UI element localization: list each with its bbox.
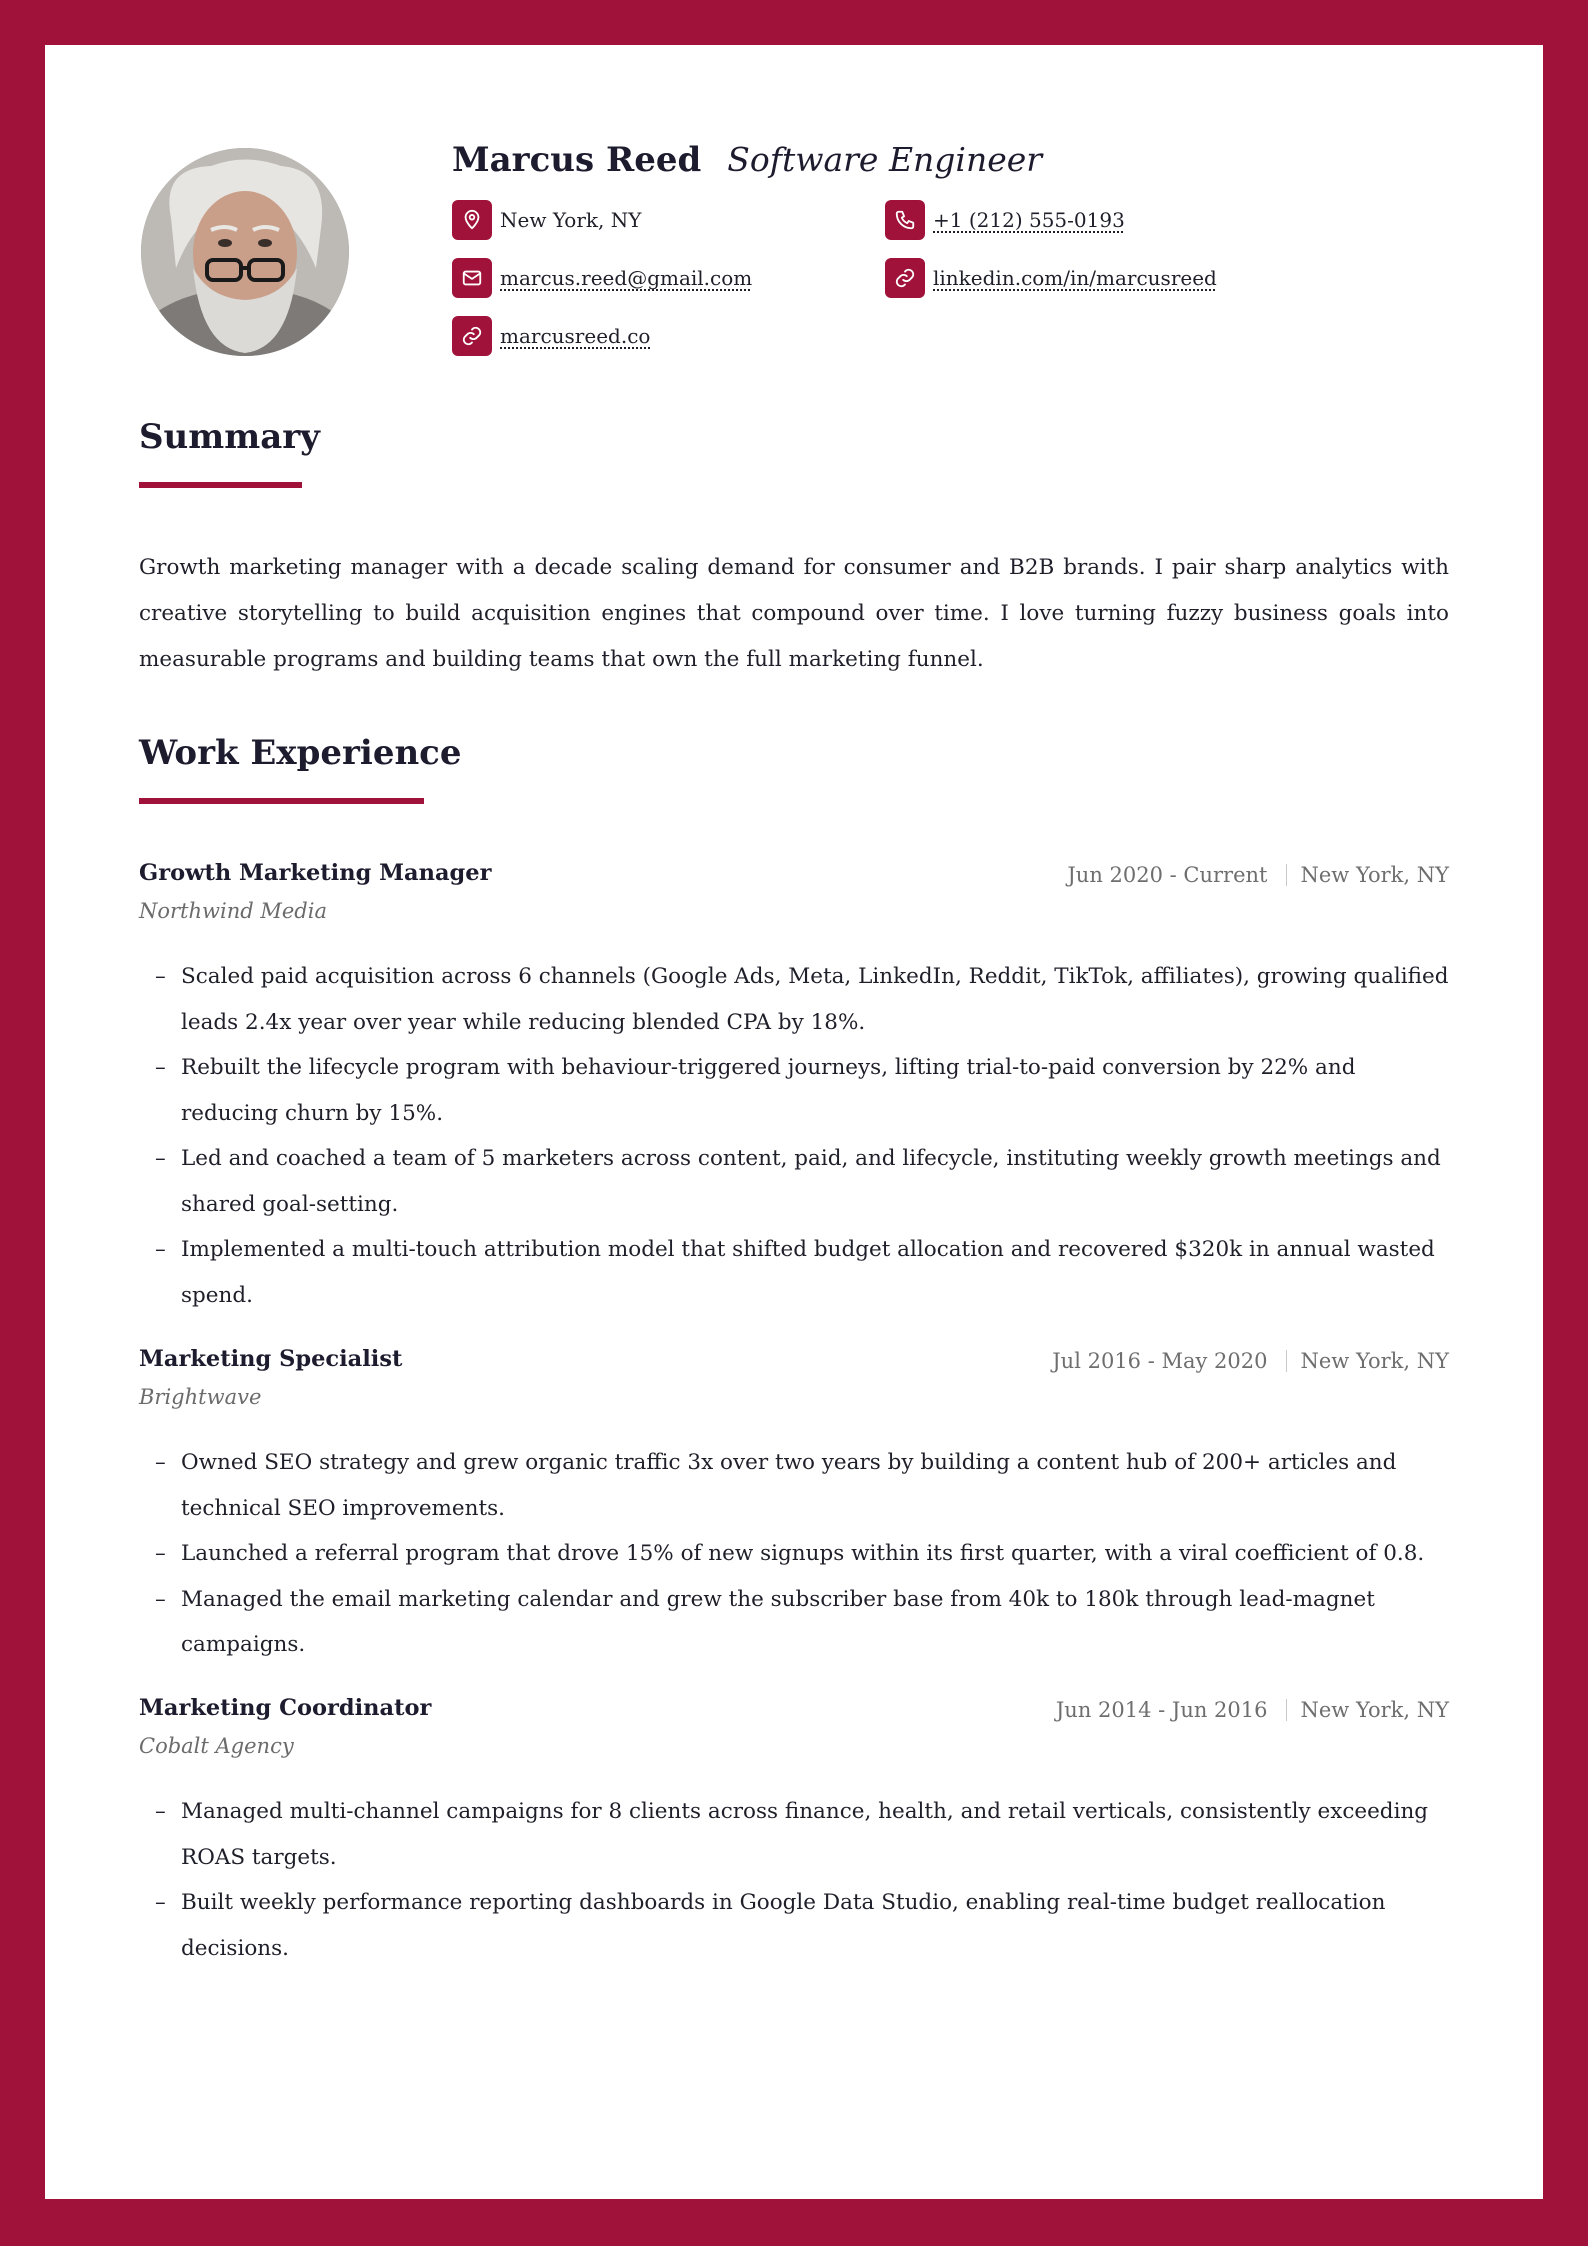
- contact-list: [452, 200, 1452, 380]
- job-bullets: [155, 954, 1455, 1318]
- summary-heading: Summary: [139, 417, 320, 457]
- job-company: Northwind Media: [139, 899, 327, 923]
- list-item: – Managed the email marketing calendar and grew the subscriber base from 40k to 180k through lead-magnet campaigns.: [155, 1577, 1455, 1668]
- map-pin-icon: [452, 200, 492, 240]
- job-company: Brightwave: [139, 1385, 262, 1409]
- phone-link[interactable]: +1 (212) 555-0193: [933, 208, 1125, 232]
- job-location: New York, NY: [1300, 863, 1449, 887]
- resume-page: [45, 45, 1543, 2199]
- job-meta: [1067, 863, 1449, 887]
- link-icon: [885, 258, 925, 298]
- job-dates: Jun 2014 - Jun 2016: [1055, 1698, 1268, 1722]
- candidate-name: Marcus Reed: [452, 140, 702, 180]
- meta-divider: [1286, 1699, 1287, 1721]
- list-item: – Rebuilt the lifecycle program with behaviour-triggered journeys, lifting trial-to-paid conversion by 22% and reducing churn by 15%.: [155, 1045, 1455, 1136]
- header: [452, 140, 1452, 380]
- job-location: New York, NY: [1300, 1349, 1449, 1373]
- list-item: – Launched a referral program that drove 15% of new signups within its first quarter, with a viral coefficient of 0.8.: [155, 1531, 1455, 1577]
- list-item: – Built weekly performance reporting dashboards in Google Data Studio, enabling real-time budget reallocation decisions.: [155, 1880, 1455, 1971]
- job-dates: Jun 2020 - Current: [1067, 863, 1268, 887]
- list-item: – Owned SEO strategy and grew organic traffic 3x over two years by building a content hub of 200+ articles and technical SEO improvements.: [155, 1440, 1455, 1531]
- link-icon: [452, 316, 492, 356]
- phone-icon: [885, 200, 925, 240]
- contact-location: [452, 200, 641, 240]
- linkedin-link[interactable]: linkedin.com/in/marcusreed: [933, 266, 1217, 290]
- job-title: Marketing Specialist: [139, 1346, 403, 1372]
- experience-heading: Work Experience: [139, 733, 462, 773]
- mail-icon: [452, 258, 492, 298]
- meta-divider: [1286, 1350, 1287, 1372]
- list-item: – Managed multi-channel campaigns for 8 clients across finance, health, and retail verticals, consistently exceeding ROAS targets.: [155, 1789, 1455, 1880]
- job-title: Marketing Coordinator: [139, 1695, 432, 1721]
- job-meta: [1052, 1349, 1449, 1373]
- location-text: New York, NY: [500, 208, 642, 232]
- job-meta: [1056, 1698, 1449, 1722]
- contact-linkedin[interactable]: [885, 258, 1217, 298]
- experience-underline: [139, 798, 424, 804]
- job-company: Cobalt Agency: [139, 1734, 294, 1758]
- list-item: – Implemented a multi-touch attribution model that shifted budget allocation and recovered $320k in annual wasted spend.: [155, 1227, 1455, 1318]
- job-dates: Jul 2016 - May 2020: [1052, 1349, 1268, 1373]
- contact-website[interactable]: [452, 316, 650, 356]
- summary-underline: [139, 482, 302, 488]
- candidate-headline: Software Engineer: [727, 140, 1043, 179]
- list-item: – Led and coached a team of 5 marketers across content, paid, and lifecycle, instituting weekly growth meetings and shared goal-setting.: [155, 1136, 1455, 1227]
- job-bullets: [155, 1789, 1455, 1971]
- email-link[interactable]: marcus.reed@gmail.com: [500, 266, 753, 290]
- job-title: Growth Marketing Manager: [139, 860, 492, 886]
- summary-text: Growth marketing manager with a decade scaling demand for consumer and B2B brands. I pair sharp analytics with creative storytelling to build acquisition engines that compound over time. I love turning fuzzy business goals into measurable programs and building teams that own the full marketing funnel.: [139, 555, 1449, 672]
- meta-divider: [1286, 864, 1287, 886]
- job-location: New York, NY: [1300, 1698, 1449, 1722]
- contact-email[interactable]: [452, 258, 752, 298]
- job-bullets: [155, 1440, 1455, 1668]
- profile-photo: [141, 148, 349, 356]
- contact-phone[interactable]: [885, 200, 1125, 240]
- website-link[interactable]: marcusreed.co: [500, 324, 651, 348]
- list-item: – Scaled paid acquisition across 6 channels (Google Ads, Meta, LinkedIn, Reddit, TikTok, affiliates), growing qualified leads 2.4x year over year while reducing blended CPA by 18%.: [155, 954, 1455, 1045]
